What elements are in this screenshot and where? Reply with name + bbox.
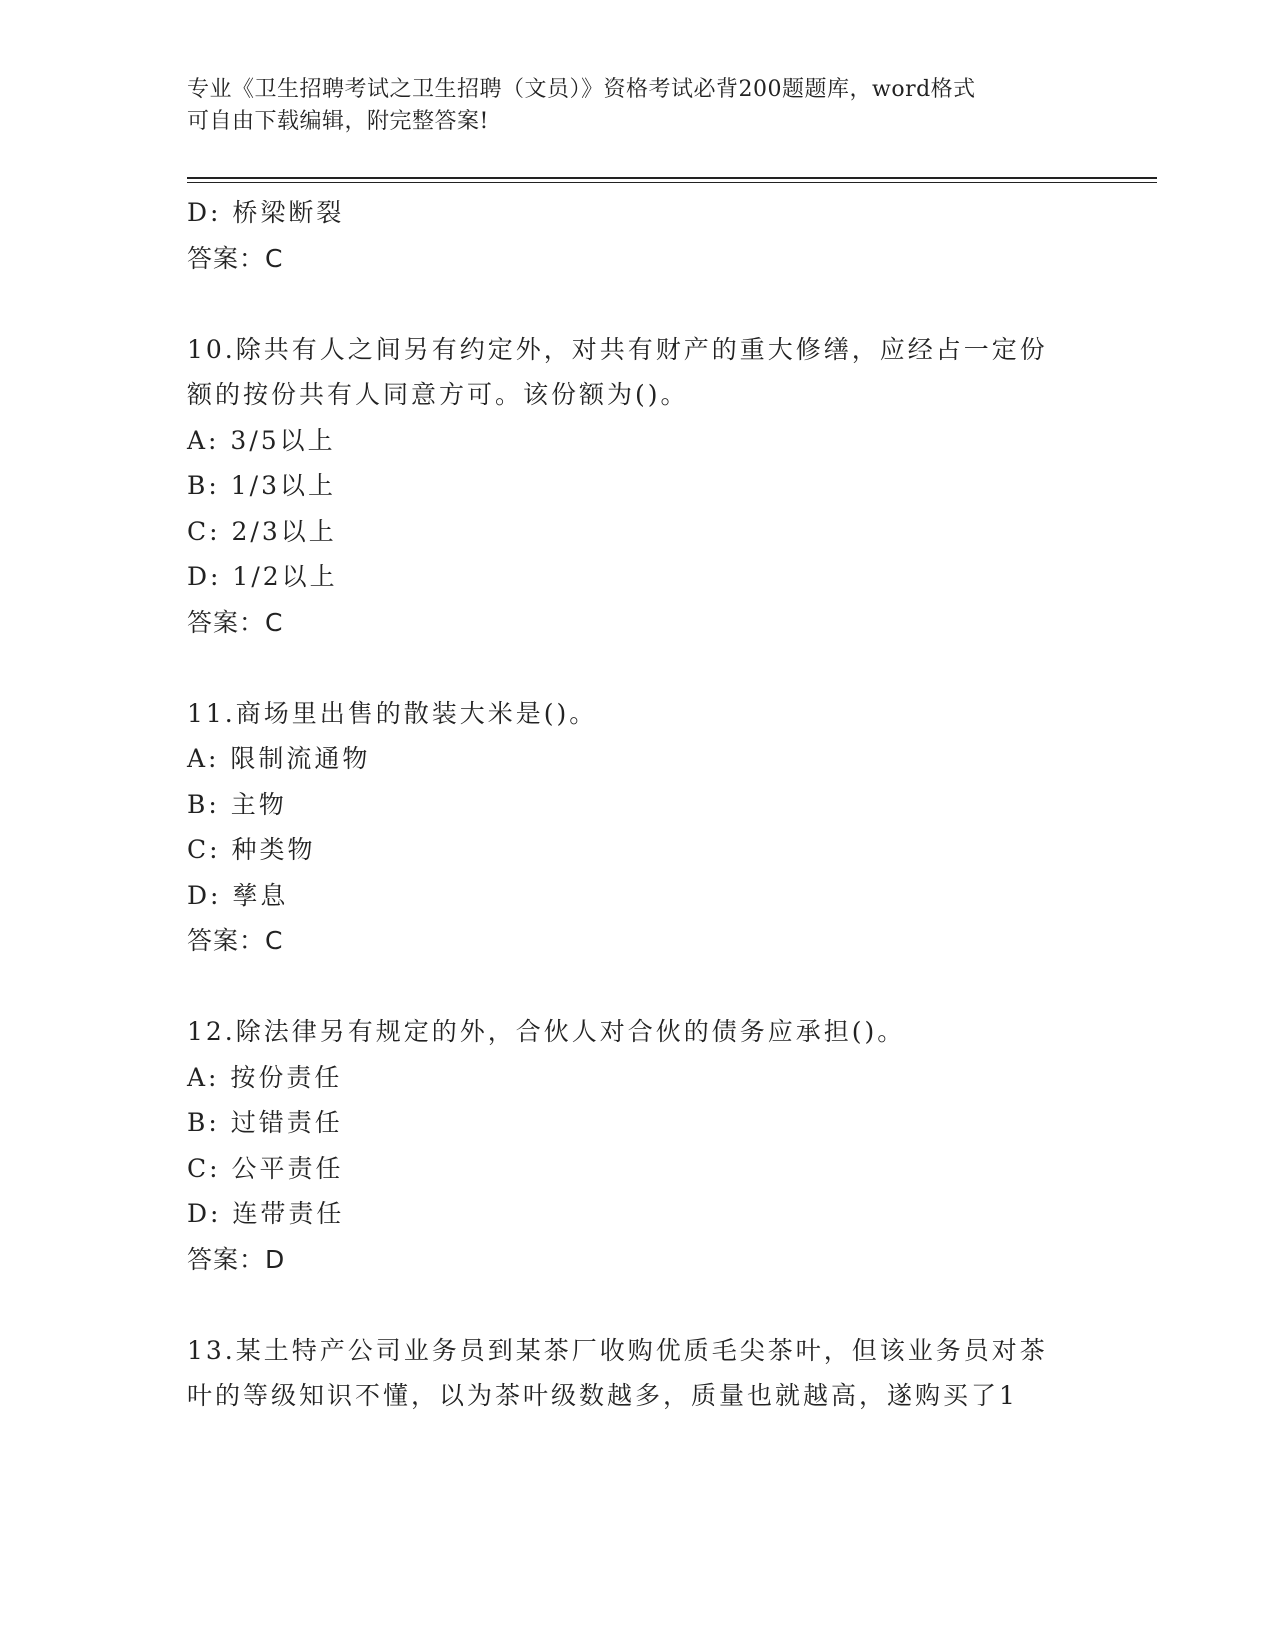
question-11 <box>187 691 1087 964</box>
option-d: D: 孳息 <box>187 880 289 910</box>
option-d: D: 桥梁断裂 <box>187 198 345 227</box>
header-title-line-1: 专业《卫生招聘考试之卫生招聘（文员）》资格考试必背200题题库，word格式 <box>187 77 976 102</box>
header-title-line-2: 可自由下载编辑，附完整答案! <box>187 109 489 134</box>
answer: 答案：C <box>187 607 284 637</box>
answer: 答案：D <box>187 1244 286 1274</box>
option-a: A: 限制流通物 <box>187 744 371 773</box>
question-text: 10.除共有人之间另有约定外，对共有财产的重大修缮，应经占一定份 <box>187 334 1048 364</box>
question-text-cont: 额的按份共有人同意方可。该份额为()。 <box>187 380 689 409</box>
question-text: 12.除法律另有规定的外，合伙人对合伙的债务应承担()。 <box>187 1017 906 1046</box>
option-c: C: 公平责任 <box>187 1153 344 1183</box>
option-c: C: 种类物 <box>187 835 316 864</box>
answer: 答案：C <box>187 926 284 955</box>
question-text-cont: 叶的等级知识不懂，以为茶叶级数越多，质量也就越高，遂购买了1 <box>187 1381 1018 1410</box>
header-divider-thin <box>187 182 1157 183</box>
option-d: D: 连带责任 <box>187 1199 345 1228</box>
option-b: B: 过错责任 <box>187 1108 343 1137</box>
option-b: B: 1/3以上 <box>187 471 336 500</box>
question-10 <box>187 327 1087 646</box>
option-c: C: 2/3以上 <box>187 516 337 546</box>
answer: 答案：C <box>187 243 284 273</box>
header-divider-thick <box>187 177 1157 179</box>
question-12 <box>187 1009 1087 1282</box>
question-list <box>187 190 1087 1419</box>
page-header <box>187 74 1067 138</box>
question-13 <box>187 1328 1087 1419</box>
prev-question <box>187 190 1087 281</box>
question-text: 11.商场里出售的散装大米是()。 <box>187 698 598 728</box>
option-d: D: 1/2以上 <box>187 562 338 591</box>
option-b: B: 主物 <box>187 789 287 819</box>
option-a: A: 3/5以上 <box>187 425 336 455</box>
option-a: A: 按份责任 <box>187 1062 343 1092</box>
question-text: 13.某土特产公司业务员到某茶厂收购优质毛尖茶叶，但该业务员对茶 <box>187 1335 1048 1365</box>
